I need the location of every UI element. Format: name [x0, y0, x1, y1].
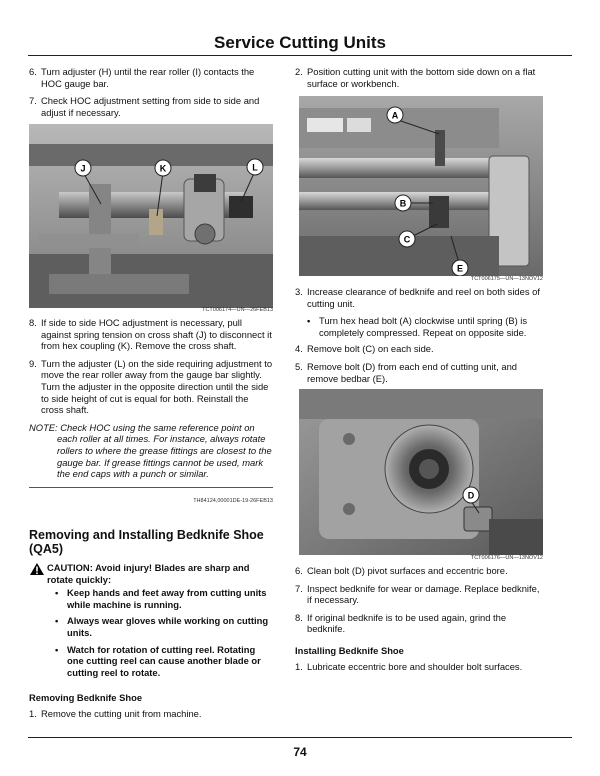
- callout-a-label: A: [391, 110, 399, 121]
- callout-l-label: L: [252, 162, 258, 173]
- left-column-bottom: [29, 528, 273, 726]
- figure-eccentric-bore-photo: [299, 389, 543, 555]
- figure-2-caption: TCT006175—UN—13NOV12: [470, 276, 543, 282]
- callout-e-label: E: [456, 263, 464, 274]
- bedknife-adjust-illustration: [299, 96, 543, 276]
- step-5: 5. Remove bolt (D) from each end of cutting unit, and remove bedbar (E).: [295, 360, 518, 384]
- removing-step-1: 1. Remove the cutting unit from machine.: [29, 707, 202, 719]
- step-9: 9. Turn the adjuster (L) on the side requiring adjustment to move the rear roller away from the gauge bar slightly. Turn the adjuster in the opposite direction until the side to side height of cut is equal for both. Reinstall the cross shaft.: [29, 357, 273, 416]
- callout-j-label: J: [80, 163, 86, 174]
- figure-cross-shaft-photo: [29, 124, 273, 308]
- clearance-bullet: • Turn hex head bolt (A) clockwise until spring (B) is completely compressed. Repeat on opposite side.: [307, 315, 528, 338]
- left-column-top: [29, 66, 273, 124]
- figure-bedknife-adjust-photo: [299, 96, 543, 276]
- step-7b: 7. Inspect bedknife for wear or damage. Replace bedknife, if necessary.: [295, 582, 540, 606]
- caution-bullet: • Keep hands and feet away from cutting units while machine is running.: [55, 587, 267, 610]
- eccentric-bore-illustration: [299, 389, 543, 555]
- removing-heading: Removing Bedknife Shoe: [29, 692, 143, 704]
- page-title: Service Cutting Units: [214, 33, 386, 52]
- caution-bullet: • Watch for rotation of cutting reel. Rotating one cutting reel can cause another blade or cutting reel to rotate.: [55, 643, 261, 678]
- section-heading: Removing and Installing Bedknife Shoe (QA5): [29, 528, 264, 556]
- step-6b: 6. Clean bolt (D) pivot surfaces and eccentric bore.: [295, 565, 508, 576]
- cross-shaft-illustration: [29, 124, 273, 308]
- note-block: [29, 422, 273, 480]
- left-column-middle: [29, 317, 273, 480]
- note-first-line: NOTE: Check HOC using the same reference point on: [29, 421, 255, 433]
- caution-bullet: • Always wear gloves while working on cutting units.: [55, 615, 269, 638]
- caution-bullets: [29, 587, 273, 678]
- note-reference: TH84124,00001DE-19-26FEB13: [193, 498, 273, 504]
- figure-1-caption: TCT006174—UN—26FEB13: [202, 307, 273, 313]
- callout-c-label: C: [403, 234, 411, 245]
- caution-text: CAUTION: Avoid injury! Blades are sharp and rotate quickly:: [47, 562, 250, 585]
- step-8b: 8. If original bedknife is to be used again, grind the bedknife.: [295, 611, 507, 635]
- right-column-bottom: [295, 565, 543, 678]
- note-body: each roller at all times. For instance, always rotate rollers to where the grease fittings are closest to the gauge bar. If grease fittings cannot be used, mark the end caps with a punch or similar.: [57, 433, 272, 480]
- callout-k-label: K: [159, 163, 167, 174]
- page-number: 74: [293, 745, 307, 759]
- step-6: 6. Turn adjuster (H) until the rear roller (I) contacts the HOC gauge bar.: [29, 66, 255, 89]
- step-7: 7. Check HOC adjustment setting from side to side and adjust if necessary.: [29, 95, 260, 118]
- note-rule: [29, 487, 273, 488]
- step-8: 8. If side to side HOC adjustment is necessary, pull against spring tension on cross shaft (J) to disconnect it from hex coupling (K). Remove the cross shaft.: [29, 317, 272, 352]
- title-rule: [28, 55, 572, 56]
- right-column-middle: [295, 286, 543, 390]
- figure-3-caption: TCT006176—UN—13NOV12: [470, 555, 543, 561]
- callout-d-label: D: [467, 490, 475, 501]
- right-column-top: [295, 66, 543, 95]
- step-2: 2. Position cutting unit with the bottom side down on a flat surface or workbench.: [295, 66, 536, 89]
- step-4: 4. Remove bolt (C) on each side.: [295, 343, 434, 355]
- step-3: 3. Increase clearance of bedknife and reel on both sides of cutting unit.: [295, 286, 540, 309]
- installing-heading: Installing Bedknife Shoe: [295, 644, 404, 656]
- caution-block: [29, 562, 273, 585]
- callout-b-label: B: [399, 198, 407, 209]
- installing-step-1: 1. Lubricate eccentric bore and shoulder bolt surfaces.: [295, 660, 523, 672]
- footer-rule: [28, 737, 572, 738]
- warning-icon: [29, 562, 47, 585]
